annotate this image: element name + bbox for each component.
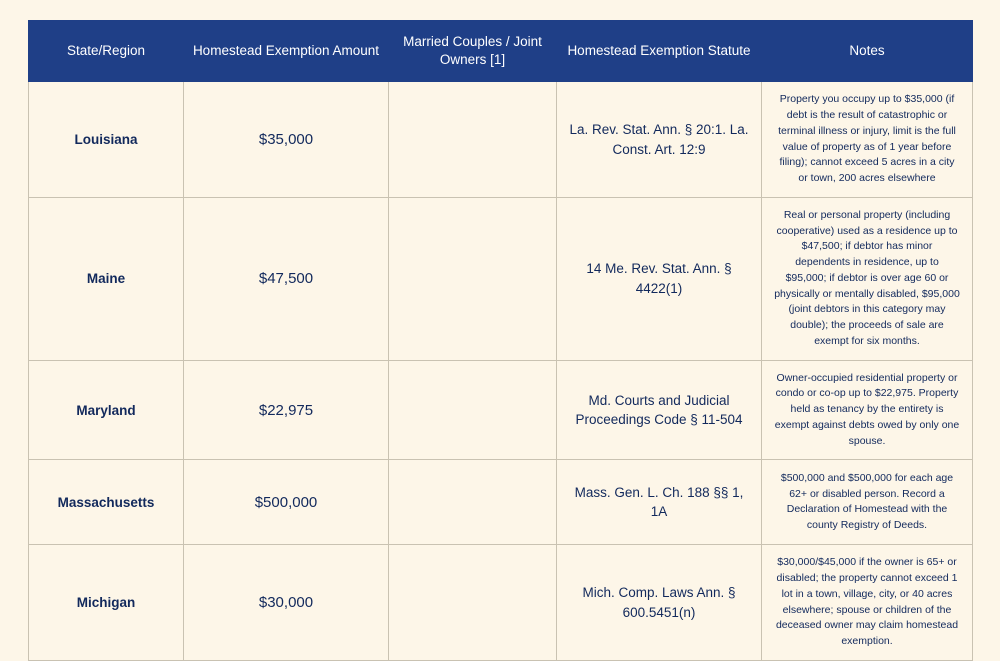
cell-notes: $30,000/$45,000 if the owner is 65+ or disabled; the property cannot exceed 1 lot in a town, village, city, or 40 acres elsewhere; spouse or children of the deceased owner may claim homestead exemption. [762, 545, 973, 661]
table-row [29, 545, 973, 661]
cell-notes: Property you occupy up to $35,000 (if debt is the result of catastrophic or terminal illness or injury, limit is the full value of property as of 1 year before filing); cannot exceed 5 acres in a city or town, 200 acres elsewhere [762, 82, 973, 198]
cell-amount: $30,000 [184, 545, 389, 661]
cell-notes: Real or personal property (including cooperative) used as a residence up to $47,500; if debtor has minor dependents in residence, up to $95,000; if debtor is over age 60 or physically or mentally disabled, $95,000 (joint debtors in this category may double); the proceeds of sale are exempt for six months. [762, 197, 973, 360]
table-header [29, 21, 973, 82]
cell-joint [389, 460, 557, 545]
table-row [29, 82, 973, 198]
cell-notes: Owner-occupied residential property or condo or co-op up to $22,975. Property held as tenancy by the entirety is exempt against debts owed by only one spouse. [762, 360, 973, 460]
cell-statute: Md. Courts and Judicial Proceedings Code § 11-504 [557, 360, 762, 460]
cell-joint [389, 360, 557, 460]
table-header-row [29, 21, 973, 82]
cell-joint [389, 197, 557, 360]
homestead-exemption-table-container [28, 20, 972, 661]
cell-statute: Mich. Comp. Laws Ann. § 600.5451(n) [557, 545, 762, 661]
column-header-married-couples: Married Couples / Joint Owners [1] [389, 21, 557, 82]
cell-state: Maine [29, 197, 184, 360]
table-body [29, 82, 973, 661]
cell-amount: $500,000 [184, 460, 389, 545]
cell-notes: $500,000 and $500,000 for each age 62+ or disabled person. Record a Declaration of Homestead with the county Registry of Deeds. [762, 460, 973, 545]
homestead-exemption-table [28, 20, 973, 661]
table-row [29, 360, 973, 460]
column-header-exemption-amount: Homestead Exemption Amount [184, 21, 389, 82]
cell-joint [389, 82, 557, 198]
cell-statute: Mass. Gen. L. Ch. 188 §§ 1, 1A [557, 460, 762, 545]
table-row [29, 197, 973, 360]
cell-joint [389, 545, 557, 661]
cell-amount: $47,500 [184, 197, 389, 360]
table-row [29, 460, 973, 545]
cell-amount: $22,975 [184, 360, 389, 460]
cell-statute: 14 Me. Rev. Stat. Ann. § 4422(1) [557, 197, 762, 360]
cell-state: Massachusetts [29, 460, 184, 545]
column-header-notes: Notes [762, 21, 973, 82]
cell-statute: La. Rev. Stat. Ann. § 20:1. La. Const. Art. 12:9 [557, 82, 762, 198]
column-header-statute: Homestead Exemption Statute [557, 21, 762, 82]
cell-state: Maryland [29, 360, 184, 460]
column-header-state: State/Region [29, 21, 184, 82]
cell-state: Louisiana [29, 82, 184, 198]
cell-state: Michigan [29, 545, 184, 661]
cell-amount: $35,000 [184, 82, 389, 198]
